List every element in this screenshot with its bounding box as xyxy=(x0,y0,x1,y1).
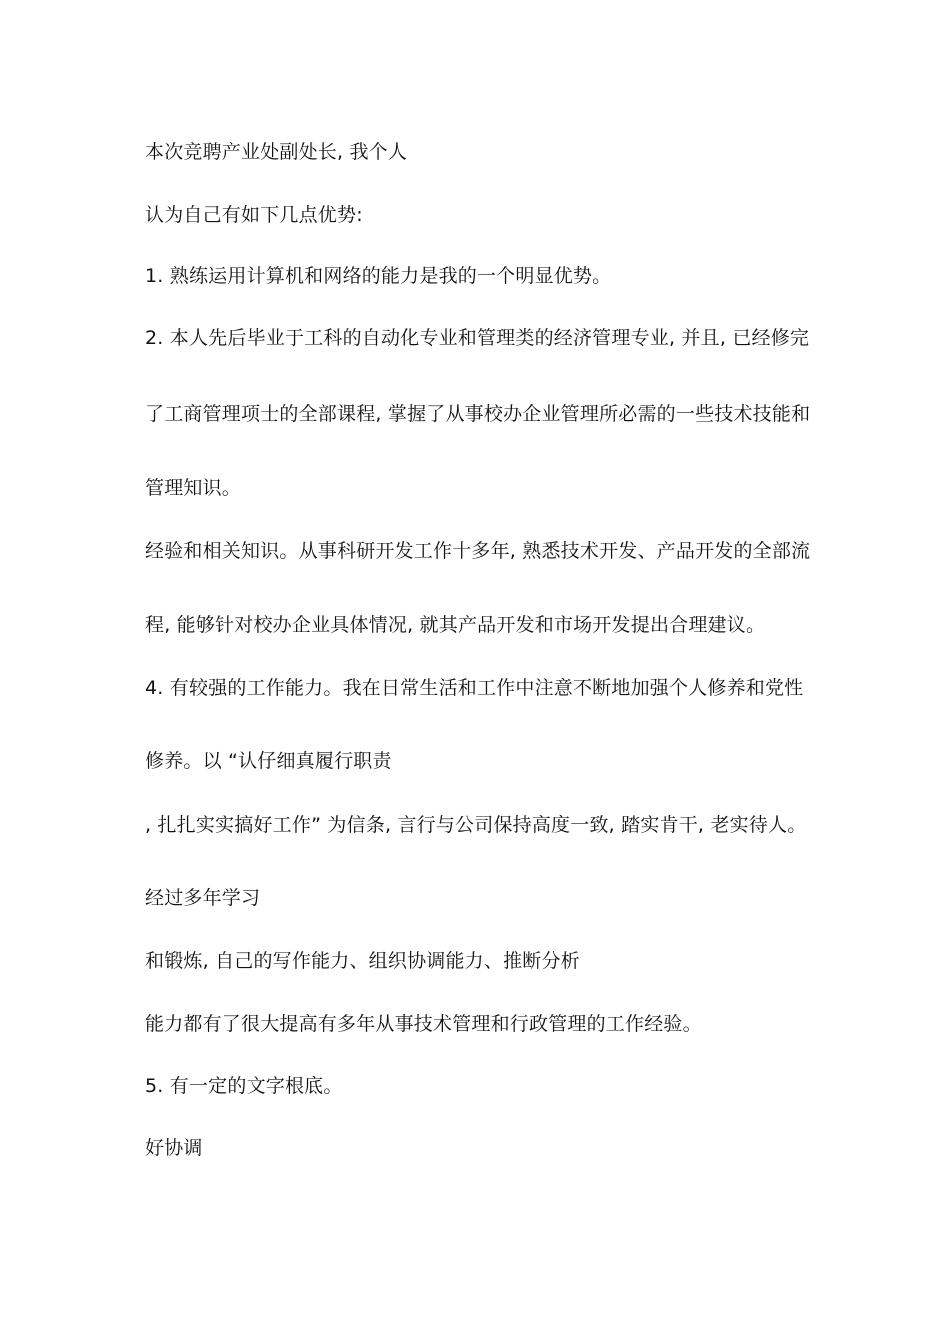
text-line-10: 修养。以 “认仔细真履行职责 xyxy=(145,750,392,772)
text-line-9: 4. 有较强的工作能力。我在日常生活和工作中注意不断地加强个人修养和党性 xyxy=(145,677,804,699)
text-line-16: 好协调 xyxy=(145,1137,203,1159)
text-line-2: 认为自己有如下几点优势: xyxy=(145,204,363,226)
text-line-5: 了工商管理项士的全部课程, 掌握了从事校办企业管理所必需的一些技术技能和 xyxy=(145,403,811,425)
text-line-15: 5. 有一定的文字根底。 xyxy=(145,1075,343,1097)
text-line-7: 经验和相关知识。从事科研开发工作十多年, 熟悉技术开发、产品开发的全部流 xyxy=(145,540,811,562)
text-line-1: 本次竞聘产业处副处长, 我个人 xyxy=(145,141,408,163)
text-line-4: 2. 本人先后毕业于工科的自动化专业和管理类的经济管理专业, 并且, 已经修完 xyxy=(145,327,810,349)
text-line-13: 和锻炼, 自己的写作能力、组织协调能力、推断分析 xyxy=(145,950,580,972)
text-line-6: 管理知识。 xyxy=(145,477,242,499)
text-line-11: , 扎扎实实搞好工作” 为信条, 言行与公司保持高度一致, 踏实肯干, 老实待人。 xyxy=(145,814,807,836)
text-line-12: 经过多年学习 xyxy=(145,887,261,909)
text-line-14: 能力都有了很大提高有多年从事技术管理和行政管理的工作经验。 xyxy=(145,1013,702,1035)
text-line-3: 1. 熟练运用计算机和网络的能力是我的一个明显优势。 xyxy=(145,265,612,287)
text-line-8: 程, 能够针对校办企业具体情况, 就其产品开发和市场开发提出合理建议。 xyxy=(145,614,766,636)
